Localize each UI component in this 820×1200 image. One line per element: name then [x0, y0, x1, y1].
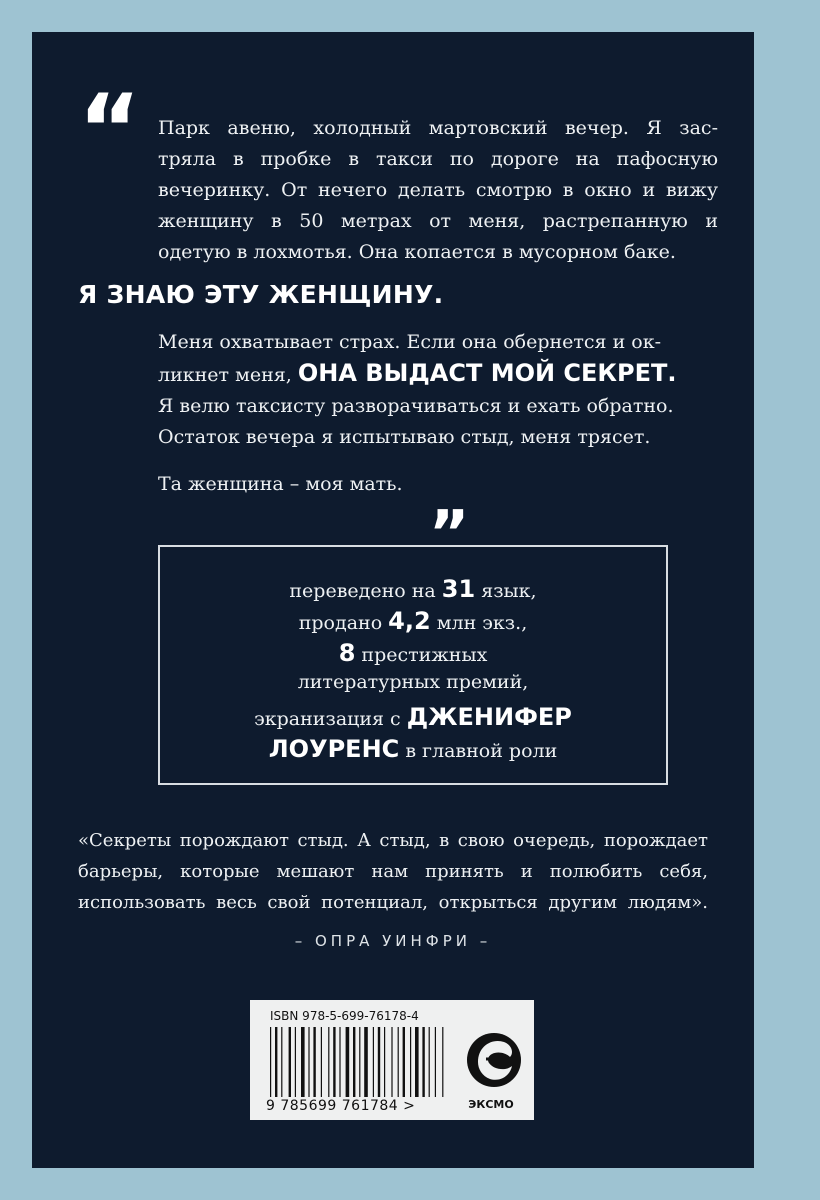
secret-emphasis: ОНА ВЫДАСТ МОЙ СЕКРЕТ.	[297, 359, 677, 387]
stats-text: продано	[298, 612, 389, 634]
back-cover	[32, 32, 754, 1168]
stats-box	[158, 545, 668, 785]
close-quote-icon: „	[430, 463, 471, 536]
fear-line-start: ликнет меня,	[158, 364, 298, 386]
stats-text: экранизация с	[254, 708, 407, 730]
open-quote-icon: “	[78, 74, 142, 186]
testimonial-line: барьеры, которые мешают нам принять и полюбить себя,	[78, 861, 708, 882]
fear-line: Остаток вечера я испытываю стыд, меня трясет.	[158, 426, 651, 448]
headline: Я ЗНАЮ ЭТУ ЖЕНЩИНУ.	[78, 280, 444, 309]
barcode-digits: 9 785699 761784 >	[266, 1098, 416, 1114]
stats-number: 4,2	[388, 607, 431, 635]
stats-text: язык,	[475, 580, 537, 602]
story-line: женщину в 50 метрах от меня, растрепанную и	[158, 210, 718, 232]
testimonial-line: использовать весь свой потенциал, открыться другим людям».	[78, 892, 708, 913]
testimonial-author: – ОПРА УИНФРИ –	[294, 932, 492, 950]
barcode-panel	[250, 1000, 534, 1120]
testimonial	[78, 825, 708, 918]
story-line: вечеринку. От нечего делать смотрю в окно и вижу	[158, 179, 718, 201]
stats-number: 31	[441, 575, 476, 603]
stats-line-film-cont	[160, 735, 666, 763]
story-line: одетую в лохмотья. Она копается в мусорном баке.	[158, 241, 676, 263]
stats-text: в главной роли	[399, 740, 558, 762]
stats-text: млн экз.,	[430, 612, 528, 634]
publisher-name: ЭКСМО	[468, 1098, 514, 1111]
fear-line	[158, 358, 718, 391]
testimonial-line: «Секреты порождают стыд. А стыд, в свою очередь, порождает	[78, 830, 708, 851]
fear-line: Меня охватывает страх. Если она обернется и ок-	[158, 331, 662, 353]
fear-paragraph	[158, 327, 718, 453]
story-paragraph	[158, 113, 718, 268]
final-line: Та женщина – моя мать.	[158, 473, 403, 495]
stats-text: престижных	[355, 644, 488, 666]
stats-line-awards	[160, 639, 666, 667]
isbn-label: ISBN 978-5-699-76178-4	[270, 1009, 419, 1023]
stats-text: переведено на	[289, 580, 442, 602]
stats-actress: ЛОУРЕНС	[268, 735, 400, 763]
story-line: тряла в пробке в такси по дороге на пафосную	[158, 148, 718, 170]
eksmo-logo-icon	[466, 1026, 522, 1094]
fear-line: Я велю таксисту разворачиваться и ехать обратно.	[158, 395, 674, 417]
stats-number: 8	[338, 639, 356, 667]
stats-line-film	[160, 703, 666, 731]
stats-line-languages	[160, 575, 666, 603]
barcode-icon	[270, 1027, 446, 1097]
stats-actress: ДЖЕНИФЕР	[406, 703, 572, 731]
story-line: Парк авеню, холодный мартовский вечер. Я зас-	[158, 117, 718, 139]
stats-line-awards-cont: литературных премий,	[297, 671, 529, 693]
stats-line-sold	[160, 607, 666, 635]
